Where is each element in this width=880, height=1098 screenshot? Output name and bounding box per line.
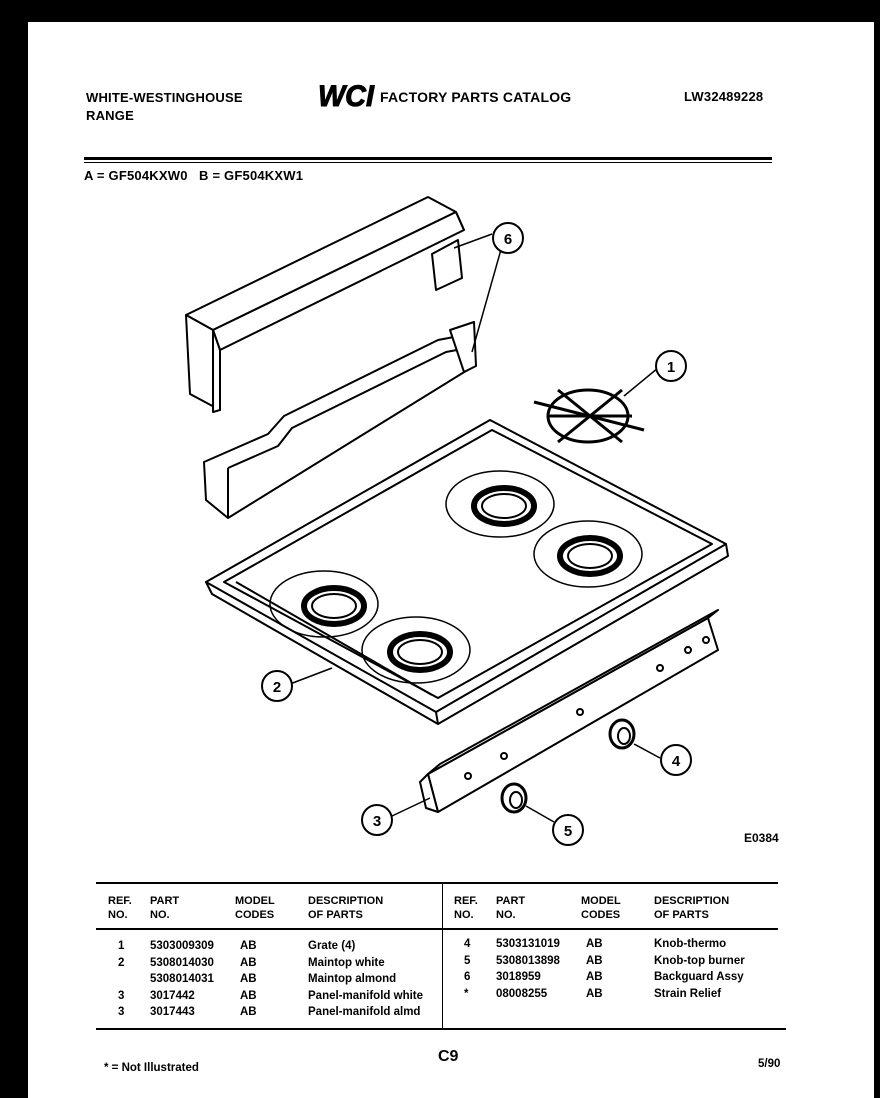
cell-desc-right: Backguard Assy — [654, 971, 744, 983]
header-part-line: PART — [496, 895, 526, 907]
cell-desc-left: Panel-manifold almd — [308, 1006, 421, 1018]
cell-desc-left: Panel-manifold white — [308, 989, 424, 1002]
header-ref-left — [108, 894, 132, 922]
cell-desc-left: Maintop almond — [308, 973, 397, 985]
cell-model-right: AB — [586, 987, 603, 1000]
cell-model-left: AB — [240, 1006, 257, 1018]
knob-thermo — [610, 720, 634, 748]
diagram-code: E0384 — [744, 831, 779, 845]
cell-model-left: AB — [240, 940, 257, 952]
callout-6: 6 — [503, 231, 513, 248]
revision-date: 5/90 — [758, 1058, 781, 1070]
cell-part-right: 5308013898 — [496, 954, 560, 967]
header-ref-right — [454, 894, 478, 922]
catalog-number: LW32489228 — [684, 89, 764, 104]
header-part-right — [496, 894, 525, 922]
cell-part-left: 3017443 — [150, 1006, 195, 1018]
table-divider — [442, 884, 443, 1028]
callout-4: 4 — [671, 753, 681, 770]
cell-model-right: AB — [586, 954, 603, 967]
callout-2: 2 — [272, 679, 282, 696]
header-part-line: NO. — [496, 909, 516, 921]
backguard-front-face — [213, 212, 464, 350]
backguard-top-face — [186, 197, 456, 330]
exploded-parts-diagram — [28, 22, 874, 882]
logo-text: WCI — [318, 80, 375, 110]
header-model-right — [581, 894, 621, 922]
cell-part-left: 5303009309 — [150, 940, 214, 952]
header-part-line: NO. — [150, 909, 170, 921]
cell-ref-right: 4 — [464, 938, 471, 950]
cell-model-left: AB — [240, 956, 257, 969]
header-model-line: MODEL — [581, 895, 621, 907]
cell-desc-left: Maintop white — [308, 956, 385, 969]
cell-part-right: 3018959 — [496, 971, 541, 983]
table-top-rule — [96, 882, 778, 884]
cell-ref-left: 2 — [118, 956, 125, 969]
models-line: A = GF504KXW0 B = GF504KXW1 — [84, 168, 304, 183]
header-ref-line: REF. — [454, 895, 478, 907]
cell-desc-right: Knob-thermo — [654, 938, 727, 950]
grate — [534, 390, 644, 442]
header-model-line: CODES — [581, 909, 621, 921]
header-part-left — [150, 894, 179, 922]
cell-desc-left: Grate (4) — [308, 940, 356, 952]
catalog-title: FACTORY PARTS CATALOG — [380, 89, 572, 105]
header-desc-line: OF PARTS — [654, 909, 709, 921]
callout-5: 5 — [563, 823, 573, 840]
footnote-not-illustrated: * = Not Illustrated — [104, 1062, 199, 1074]
header-model-line: CODES — [235, 909, 275, 921]
header-desc-line: DESCRIPTION — [654, 895, 730, 907]
table-header-rule — [96, 928, 778, 930]
header-model-line: MODEL — [235, 895, 275, 907]
cell-model-left: AB — [240, 989, 257, 1002]
callout-3: 3 — [372, 813, 382, 830]
cell-part-left: 3017442 — [150, 989, 195, 1002]
brand-line-1: WHITE-WESTINGHOUSE — [86, 90, 243, 105]
header-model-left — [235, 894, 275, 922]
table-bottom-rule — [96, 1028, 786, 1030]
cell-ref-right: 6 — [464, 971, 471, 983]
cell-part-right: 08008255 — [496, 987, 548, 1000]
cell-ref-left: 3 — [118, 989, 125, 1002]
page-number: C9 — [438, 1048, 459, 1065]
knob-top-burner — [502, 784, 526, 812]
header-desc-left — [308, 894, 383, 922]
cell-ref-left: 3 — [118, 1006, 125, 1018]
catalog-page — [28, 22, 874, 1098]
cell-ref-right: * — [464, 987, 469, 1000]
cell-part-left: 5308014031 — [150, 973, 214, 985]
header-ref-line: REF. — [108, 895, 132, 907]
cell-ref-left: 1 — [118, 940, 125, 952]
cell-part-left: 5308014030 — [150, 956, 214, 969]
cell-model-right: AB — [586, 938, 603, 950]
cell-part-right: 5303131019 — [496, 938, 560, 950]
cell-desc-right: Strain Relief — [654, 987, 722, 1000]
header-part-line: PART — [150, 895, 180, 907]
cell-model-left: AB — [240, 973, 257, 985]
cell-desc-right: Knob-top burner — [654, 954, 745, 967]
header-ref-line: NO. — [108, 909, 128, 921]
cell-model-right: AB — [586, 971, 603, 983]
header-ref-line: NO. — [454, 909, 474, 921]
header-desc-right — [654, 894, 729, 922]
cell-ref-right: 5 — [464, 954, 471, 967]
brand-line-2: RANGE — [86, 108, 134, 123]
header-desc-line: OF PARTS — [308, 909, 363, 921]
callout-1: 1 — [666, 359, 676, 376]
header-desc-line: DESCRIPTION — [308, 895, 384, 907]
